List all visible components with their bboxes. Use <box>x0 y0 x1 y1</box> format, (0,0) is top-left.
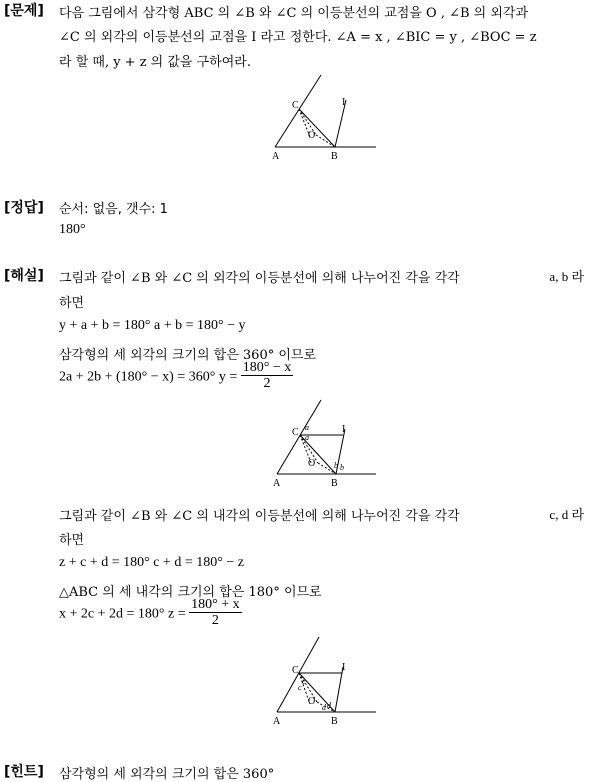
hint-text: 삼각형의 세 외각의 크기의 합은 360° <box>59 767 275 782</box>
label-d: d <box>322 703 326 712</box>
label-O: O <box>308 130 316 141</box>
solution-p2-line1: 그림과 같이 ∠B 와 ∠C 의 내각의 이등분선에 의해 나누어진 각을 각각 <box>59 509 460 524</box>
solution-p2-vars: c, d 라 <box>549 507 584 522</box>
eq4-fraction <box>189 597 242 628</box>
label-I: I <box>342 424 346 435</box>
problem-line-1: 다음 그림에서 삼각형 ABC 의 ∠B 와 ∠C 의 이등분선의 교점을 O , ∠B 의 외각과 <box>59 6 529 21</box>
solution-p1-line1: 그림과 같이 ∠B 와 ∠C 의 외각의 이등분선에 의해 나누어진 각을 각각 <box>59 271 460 286</box>
solution-figure-interior <box>268 634 380 726</box>
solution-p1-line2: 하면 <box>59 296 85 311</box>
label-C: C <box>292 100 299 111</box>
solution-p2-line2: 하면 <box>59 533 85 548</box>
eq4-left: x + 2c + 2d = 180° z = <box>59 606 186 622</box>
problem-line-3: 라 할 때, y + z 의 값을 구하여라. <box>59 55 251 70</box>
label-I: I <box>342 662 346 673</box>
label-d: d <box>327 701 331 710</box>
solution-eq1: y + a + b = 180° a + b = 180° − y <box>59 318 246 333</box>
solution-eq4 <box>59 599 242 630</box>
solution-figure-exterior <box>268 397 380 489</box>
solution-eq2 <box>59 362 293 393</box>
problem-line-2: ∠C 의 외각의 이등분선의 교점을 I 라고 정한다. ∠A = x , ∠BIC = y , ∠BOC = z <box>59 30 537 45</box>
solution-label: [해설] <box>4 268 44 284</box>
eq2-left: 2a + 2b + (180° − x) = 360° y = <box>59 369 238 385</box>
label-a: a <box>305 423 309 432</box>
eq4-denominator: 2 <box>211 613 219 628</box>
label-C: C <box>292 427 299 438</box>
label-b: b <box>340 463 344 472</box>
eq4-numerator: 180° + x <box>191 597 240 612</box>
eq2-numerator: 180° − x <box>242 360 292 375</box>
label-C: C <box>292 665 299 676</box>
label-A: A <box>273 478 281 489</box>
problem-figure <box>268 70 380 162</box>
solution-p1-vars: a, b 라 <box>549 269 584 284</box>
label-c: c <box>298 683 302 692</box>
label-O: O <box>308 458 316 469</box>
label-a: a <box>305 433 309 442</box>
label-B: B <box>331 478 338 489</box>
answer-meta: 순서: 없음, 갯수: 1 <box>59 202 168 217</box>
label-O: O <box>308 696 316 707</box>
solution-p1-line4: 삼각형의 세 외각의 크기의 합은 360° 이므로 <box>59 348 317 363</box>
label-A: A <box>273 716 281 727</box>
hint-label: [힌트] <box>4 764 44 780</box>
answer-value: 180° <box>59 222 86 237</box>
solution-eq3: z + c + d = 180° c + d = 180° − z <box>59 555 244 570</box>
answer-label: [정답] <box>4 200 44 216</box>
label-A: A <box>272 151 280 162</box>
problem-label: [문제] <box>4 3 44 19</box>
solution-p2-line4: △ABC 의 세 내각의 크기의 합은 180° 이므로 <box>59 585 322 600</box>
eq2-denominator: 2 <box>263 376 271 391</box>
label-c: c <box>302 677 306 686</box>
eq2-fraction <box>241 360 294 391</box>
label-I: I <box>342 97 346 108</box>
label-B: B <box>331 151 338 162</box>
label-b: b <box>334 461 338 470</box>
label-B: B <box>331 716 338 727</box>
